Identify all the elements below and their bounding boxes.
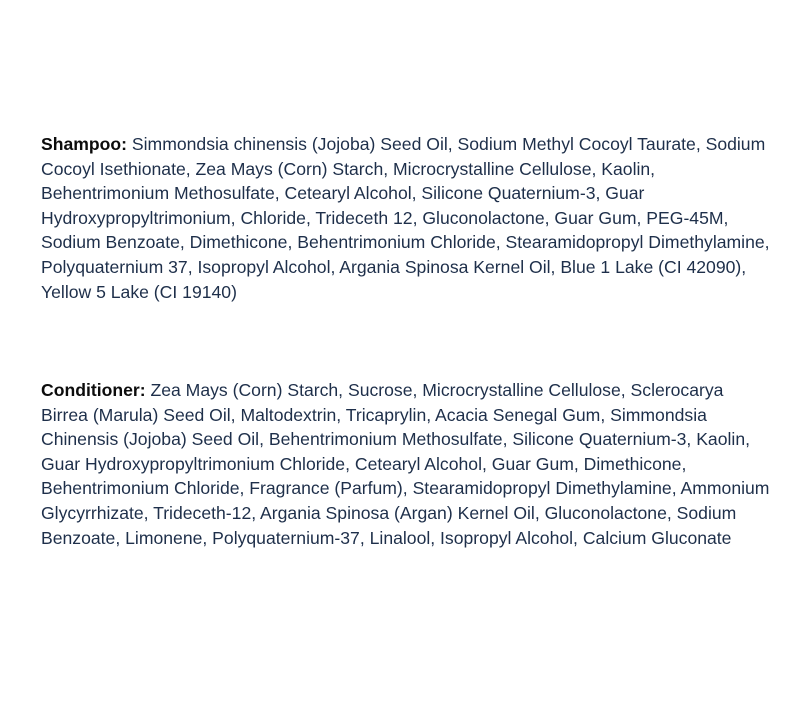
conditioner-ingredient-list: Zea Mays (Corn) Starch, Sucrose, Microcrystalline Cellulose, Sclerocarya Birrea (Marula) Seed Oil, Maltodextrin, Tricaprylin, Acacia Senegal Gum, Simmondsia Chinensis (Jojoba) Seed Oil, Behentrimonium Methosulfate, Silicone Quaternium-3, Kaolin, Guar Hydroxypropyltrimonium Chloride, Cetearyl Alcohol, Guar Gum, Dimethicone, Behentrimonium Chloride, Fragrance (Parfum), Stearamidopropyl Dimethylamine, Ammonium Glycyrrhizate, Trideceth-12, Argania Spinosa (Argan) Kernel Oil, Gluconolactone, Sodium Benzoate, Limonene, Polyquaternium-37, Linalool, Isopropyl Alcohol, Calcium Gluconate bbox=[41, 380, 770, 548]
conditioner-ingredients bbox=[41, 378, 771, 550]
shampoo-ingredients bbox=[41, 132, 771, 304]
shampoo-label: Shampoo: bbox=[41, 134, 128, 154]
shampoo-ingredient-list: Simmondsia chinensis (Jojoba) Seed Oil, Sodium Methyl Cocoyl Taurate, Sodium Cocoyl Isethionate, Zea Mays (Corn) Starch, Microcrystalline Cellulose, Kaolin, Behentrimonium Methosulfate, Cetearyl Alcohol, Silicone Quaternium-3, Guar Hydroxypropyltrimonium, Chloride, Trideceth 12, Gluconolactone, Guar Gum, PEG-45M, Sodium Benzoate, Dimethicone, Behentrimonium Chloride, Stearamidopropyl Dimethylamine, Polyquaternium 37, Isopropyl Alcohol, Argania Spinosa Kernel Oil, Blue 1 Lake (CI 42090), Yellow 5 Lake (CI 19140) bbox=[41, 134, 770, 302]
conditioner-label: Conditioner: bbox=[41, 380, 146, 400]
